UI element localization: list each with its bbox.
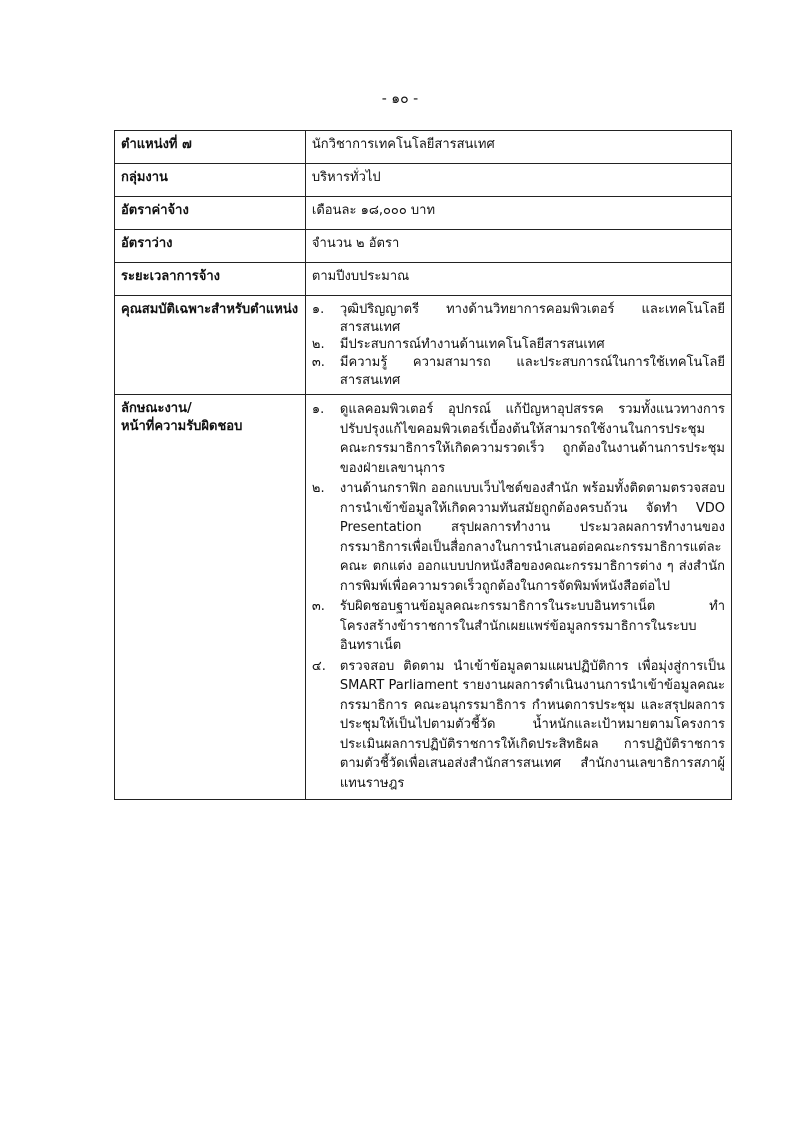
table-row: [115, 164, 732, 197]
table-row: [115, 230, 732, 263]
row-label: อัตราค่าจ้าง: [115, 197, 306, 230]
list-item: [312, 400, 725, 478]
table-row: [115, 197, 732, 230]
list-item: [312, 479, 725, 596]
qualifications-label: คุณสมบัติเฉพาะสำหรับตำแหน่ง: [115, 296, 306, 395]
item-number: ๓.: [311, 599, 325, 615]
row-label: อัตราว่าง: [115, 230, 306, 263]
item-text: มีประสบการณ์ทำงานด้านเทคโนโลยีสารสนเทศ: [339, 337, 605, 353]
table-row: [115, 263, 732, 296]
item-number: ๒.: [311, 337, 325, 353]
duties-row: [115, 395, 732, 800]
item-text: งานด้านกราฟิก ออกแบบเว็บไซต์ของสำนัก พร้อมทั้งติดตามตรวจสอบการนำเข้าข้อมูลให้เกิดความทันสมัยถูกต้องครบถ้วน จัดทำ VDO Presentation สรุปผลการทำงาน ประมวลผลการทำงานของกรรมาธิการเพื่อเป็นสื่อกลางในการนำเสนอต่อคณะกรรมาธิการแต่ละคณะ ตกแต่ง ออกแบบปกหนังสือของคณะกรรมาธิการต่าง ๆ ส่งสำนักการพิมพ์เพื่อความรวดเร็วถูกต้องในการจัดพิมพ์หนังสือต่อไป: [339, 481, 725, 594]
row-label: กลุ่มงาน: [115, 164, 306, 197]
row-label: ตำแหน่งที่ ๗: [115, 131, 306, 164]
item-text: รับผิดชอบฐานข้อมูลคณะกรรมาธิการในระบบอินทราเน็ต ทำโครงสร้างข้าราชการในสำนักเผยแพร่ข้อมูลกรรมาธิการในระบบอินทราเน็ต: [339, 599, 725, 654]
row-value: จำนวน ๒ อัตรา: [305, 230, 731, 263]
job-details-table: [114, 130, 732, 800]
item-number: ๔.: [311, 658, 326, 674]
item-number: ๒.: [311, 481, 325, 497]
item-text: วุฒิปริญญาตรี ทางด้านวิทยาการคอมพิวเตอร์ และเทคโนโลยีสารสนเทศ: [339, 302, 725, 335]
duties-value: [305, 395, 731, 800]
row-value: บริหารทั่วไป: [305, 164, 731, 197]
item-number: ๓.: [311, 355, 325, 371]
list-item: [312, 597, 725, 656]
duties-label: ลักษณะงาน/ หน้าที่ความรับผิดชอบ: [115, 395, 306, 800]
duties-list: [312, 400, 725, 793]
item-text: มีความรู้ ความสามารถ และประสบการณ์ในการใช้เทคโนโลยีสารสนเทศ: [339, 355, 725, 388]
item-text: ดูแลคอมพิวเตอร์ อุปกรณ์ แก้ปัญหาอุปสรรค รวมทั้งแนวทางการปรับปรุงแก้ไขคอมพิวเตอร์เบื้องต้นให้สามารถใช้งานในการประชุมคณะกรรมาธิการให้เกิดความรวดเร็ว ถูกต้องในงานด้านการประชุมของฝ่ายเลขานุการ: [339, 402, 725, 476]
item-number: ๑.: [311, 402, 325, 418]
qualifications-value: [305, 296, 731, 395]
list-item: [312, 336, 725, 354]
row-value: ตามปีงบประมาณ: [305, 263, 731, 296]
page-number: - ๑๐ -: [381, 91, 419, 107]
list-item: [312, 301, 725, 336]
table-row: [115, 131, 732, 164]
row-value: เดือนละ ๑๘,๐๐๐ บาท: [305, 197, 731, 230]
item-text: ตรวจสอบ ติดตาม นำเข้าข้อมูลตามแผนปฏิบัติการ เพื่อมุ่งสู่การเป็น SMART Parliament รายงานผลการดำเนินงานการนำเข้าข้อมูลคณะกรรมาธิการ คณะอนุกรรมาธิการ กำหนดการประชุม และสรุปผลการประชุมให้เป็นไปตามตัวชี้วัด น้ำหนักและเป้าหมายตามโครงการประเมินผลการปฏิบัติราชการให้เกิดประสิทธิผล การปฏิบัติราชการตามตัวชี้วัดเพื่อเสนอส่งสำนักสารสนเทศ สำนักงานเลขาธิการสภาผู้แทนราษฎร: [339, 658, 725, 791]
list-item: [312, 354, 725, 389]
qualifications-list: [312, 301, 725, 389]
item-number: ๑.: [311, 302, 325, 317]
row-value: นักวิชาการเทคโนโลยีสารสนเทศ: [305, 131, 731, 164]
row-label: ระยะเวลาการจ้าง: [115, 263, 306, 296]
list-item: [312, 657, 725, 794]
qualifications-row: [115, 296, 732, 395]
